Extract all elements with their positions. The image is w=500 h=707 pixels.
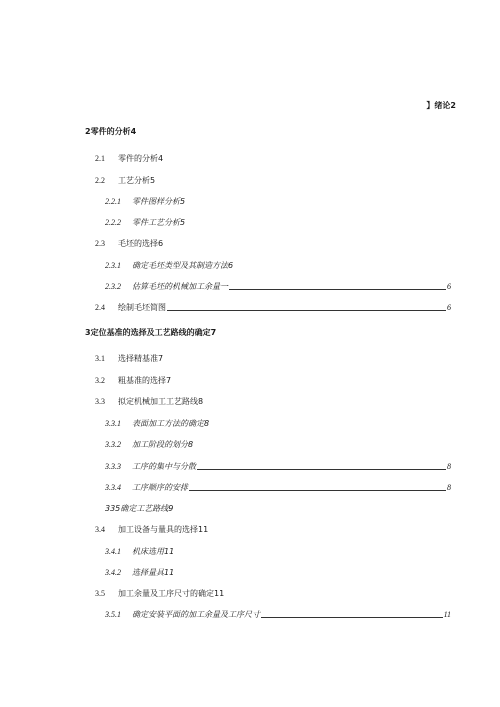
toc-entry-text: 绘制毛坯简图 [118, 303, 166, 312]
toc-entry-text: 工序的集中与分散 [132, 462, 196, 471]
toc-entry-text: 估算毛坯的机械加工余量一 [132, 282, 228, 291]
toc-entry-2-1 [95, 154, 163, 164]
toc-entry-3-4 [95, 525, 208, 535]
toc-entry-text: 】绪论2 [426, 101, 456, 110]
toc-entry-number: 3.3.1 [105, 419, 121, 428]
toc-entry-number: 3.3 [95, 397, 105, 406]
toc-entry-number: 2.4 [95, 303, 105, 312]
toc-entry-3-1 [95, 354, 163, 364]
toc-page-number: 6 [447, 282, 451, 291]
toc-entry-number: 3.3.3 [105, 462, 121, 471]
toc-entry-text: 2零件的分析4 [85, 127, 137, 136]
toc-entry-number: 2.3.1 [105, 261, 121, 270]
toc-entry-text: 3定位基准的选择及工艺路线的确定7 [85, 328, 217, 337]
toc-entry-3-3-1 [105, 419, 209, 429]
toc-entry-number: 3.2 [95, 376, 105, 385]
toc-entry-number: 3.5 [95, 589, 105, 598]
toc-entry-number: 3.5.1 [105, 610, 121, 619]
toc-entry-number: 3.4.1 [105, 547, 121, 556]
toc-entry-number: 2.2 [95, 176, 105, 185]
toc-entry-text: 粗基准的选择7 [118, 376, 172, 385]
toc-entry-number: 3.4 [95, 525, 105, 534]
toc-entry-2-2 [95, 176, 155, 186]
toc-entry-2-2-1 [105, 197, 185, 207]
toc-entry-text: 选择精基准7 [118, 354, 164, 363]
toc-entry-2 [85, 127, 136, 137]
toc-entry-text: 工序顺序的安排 [132, 483, 188, 492]
toc-leader-line [197, 469, 446, 470]
toc-entry-2-3-1 [105, 261, 233, 271]
toc-entry-number: 3.3.4 [105, 483, 121, 492]
toc-entry-text: 零件工艺分析5 [132, 218, 186, 227]
toc-entry-3-3 [95, 397, 203, 407]
toc-entry-3-4-2 [105, 568, 174, 578]
toc-entry-3-4-1 [105, 547, 174, 557]
toc-leader-line [167, 310, 446, 311]
toc-entry-number: 2.2.1 [105, 197, 121, 206]
toc-page-number: 8 [447, 483, 451, 492]
toc-entry-number: 2.3.2 [105, 282, 121, 291]
toc-entry-2-2-2 [105, 218, 185, 228]
toc-entry-2-3 [95, 239, 163, 249]
toc-entry-text: 表面加工方法的确定8 [132, 419, 210, 428]
toc-entry-3-5 [95, 589, 224, 599]
toc-entry-text: 加工余量及工序尺寸的确定11 [118, 589, 225, 598]
toc-entry-text: 零件图样分析5 [132, 197, 186, 206]
toc-entry-number: 2.1 [95, 154, 105, 163]
toc-entry-text: 工艺分析5 [118, 176, 156, 185]
toc-entry-text: 毛坯的选择6 [118, 239, 164, 248]
toc-entry-2-3-2 [105, 282, 451, 292]
toc-entry-number: 2.2.2 [105, 218, 121, 227]
toc-entry-text: 335确定工艺路线9 [105, 504, 174, 513]
toc-entry-2-4 [95, 303, 451, 313]
toc-entry-1 [426, 101, 456, 111]
toc-entry-3 [85, 328, 216, 338]
toc-entry-text: 加工设备与量具的选择11 [118, 525, 209, 534]
toc-entry-3-2 [95, 376, 171, 386]
toc-entry-text: 拟定机械加工工艺路线8 [118, 397, 204, 406]
toc-entry-text: 加工阶段的划分8 [132, 440, 194, 449]
toc-page-number: 6 [447, 303, 451, 312]
toc-entry-3-3-3 [105, 462, 451, 472]
toc-entry-number: 3.3.2 [105, 440, 121, 449]
toc-entry-text: 机床选用11 [132, 547, 175, 556]
toc-entry-number: 2.3 [95, 239, 105, 248]
toc-leader-line [229, 289, 446, 290]
toc-entry-3-3-2 [105, 440, 193, 450]
toc-entry-number: 3.1 [95, 354, 105, 363]
toc-leader-line [261, 617, 443, 618]
toc-entry-text: 选择量具11 [132, 568, 175, 577]
toc-entry-text: 零件的分析4 [118, 154, 164, 163]
toc-entry-number: 3.4.2 [105, 568, 121, 577]
toc-leader-line [189, 490, 446, 491]
toc-entry-3-5-1 [105, 610, 451, 620]
toc-entry-3-3-4 [105, 483, 451, 493]
toc-entry-3-3-5 [105, 504, 173, 514]
toc-entry-text: 确定安装平面的加工余量及工序尺寸 [132, 610, 260, 619]
toc-page-number: 8 [447, 462, 451, 471]
toc-entry-text: 确定毛坯类型及其制造方法6 [132, 261, 234, 270]
toc-page-number: 11 [443, 610, 451, 619]
